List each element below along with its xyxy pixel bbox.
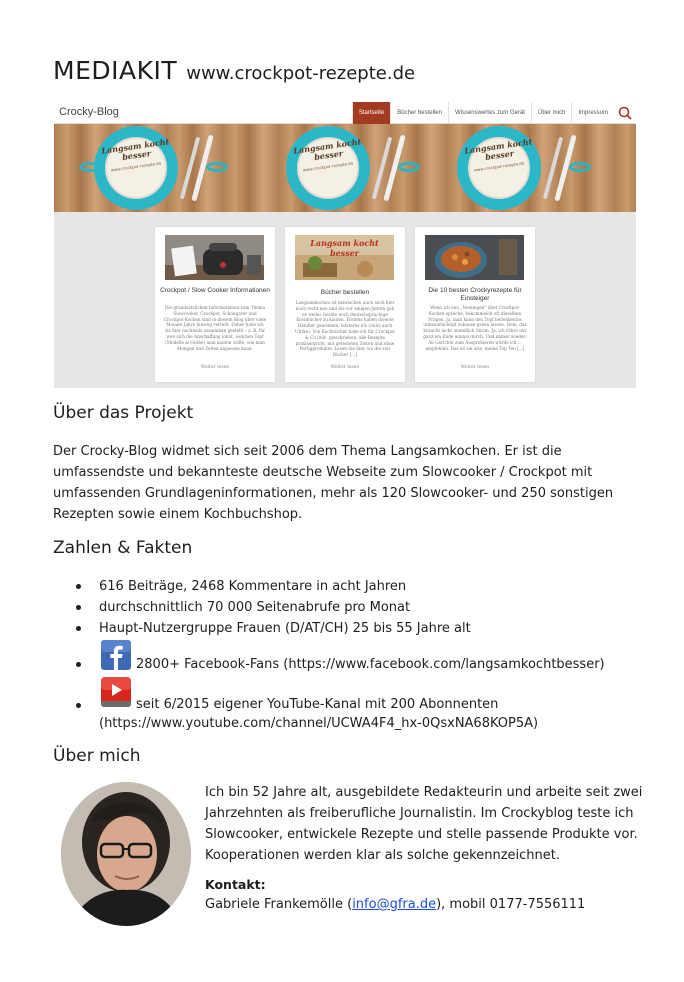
page-title (53, 56, 415, 85)
search-icon (617, 105, 633, 121)
contact-label: Kontakt: (205, 877, 266, 892)
contact-line (205, 894, 585, 915)
youtube-text: seit 6/2015 eigener YouTube-Kanal mit 200 Abonnenten (136, 697, 499, 712)
site-banner (54, 124, 636, 212)
plate-logo (286, 126, 370, 210)
fact-text: Haupt-Nutzergruppe Frauen (D/AT/CH) 25 bis 55 Jahre alt (99, 621, 471, 636)
facebook-icon[interactable] (101, 640, 131, 670)
ribbon-decoration (569, 162, 591, 172)
plate-title: Langsam kocht besser (100, 136, 170, 162)
plate-logo (457, 126, 541, 210)
section-heading-ueber-mich: Über mich (53, 746, 141, 766)
stew-photo (425, 235, 524, 280)
menu-item-ueber-mich: Über mich (531, 102, 571, 124)
mediakit-title: MEDIAKIT (53, 56, 178, 85)
author-photo (61, 782, 191, 926)
projekt-text: Der Crocky-Blog widmet sich seit 2006 dem Thema Langsamkochen. Er ist die umfassendste und bekannteste deutsche Webseite zum Slowcooker / Crockpot mit umfassenden Grundlageninformationen, mehr als 120 Slowcooker- und 250 sonstigen Rezepten sowie einem Kochbuchshop. (53, 444, 614, 522)
fact-text: 616 Beiträge, 2468 Kommentare in acht Jahren (99, 579, 407, 594)
card-text: Wenn ich neu „Neulingen" über Crockpot-Kochen spreche, bekommeich oft dieselben Fragen. Ja, man kann den Topf bedenkenlos unbeaufsichtigt zuhause gesen lassen. Nein, das braucht nicht unendlich Strom. Ja, ich rühre nur ganz am Ende einmal durch. Und immer wieder: Ab Gerichte zum Ausprobieren würde ich ... empfehlen. Das ist sie also, meine Top Ten [...] (423, 305, 527, 351)
plate-logo (94, 126, 178, 210)
plate-url: www.crockpot-rezepte.de (110, 160, 162, 173)
read-more-link: Weiter lesen (460, 365, 490, 370)
section-heading-fakten: Zahlen & Fakten (53, 538, 193, 558)
plate-title: Langsam kocht besser (292, 136, 362, 162)
card-text: Die grundsätzlichen Informationen zum Thema Slowcooker, Crockpot, Schongarer und Crockpot-Kochen sind in diesem Blog über viele Monate Jahre hinweg verteilt. Daher habe ich sie hier nochmals zusammen gestellt – z. B. für wen sich die Anschaffung lohnt, welchen Topf (Modelle & Größe) man kaufen sollte, wie man Mengen und Zeiten anpassen kann. (163, 305, 267, 351)
plate-title: Langsam kocht besser (463, 136, 533, 162)
website-url: www.crockpot-rezepte.de (186, 63, 416, 84)
menu-item-wissenswertes: Wissenswertes zum Gerät (448, 102, 531, 124)
email-link[interactable]: info@gfra.de (352, 897, 437, 912)
facebook-text: 2800+ Facebook-Fans (https://www.facebook.com/langsamkochtbesser) (136, 657, 605, 672)
read-more-link: Weiter lesen (330, 365, 360, 370)
content-card (415, 227, 535, 382)
site-menu (352, 102, 614, 124)
list-item (76, 576, 471, 597)
content-card (285, 227, 405, 382)
banner-text: Langsam kocht besser (310, 238, 379, 258)
facts-list (76, 576, 471, 639)
contact-phone: ), mobil 0177-7556111 (436, 897, 586, 912)
card-title: Crockpot / Slow Cooker Informationen (160, 287, 270, 294)
menu-item-buecher: Bücher bestellen (390, 102, 448, 124)
card-title: Bücher bestellen (320, 289, 370, 296)
site-logo: Crocky-Blog (59, 106, 119, 118)
youtube-icon[interactable] (101, 677, 131, 707)
fact-text: durchschnittlich 70 000 Seitenabrufe pro Monat (99, 600, 411, 615)
crockpot-photo (165, 235, 264, 280)
list-item (76, 597, 471, 618)
section-heading-projekt: Über das Projekt (53, 403, 194, 423)
menu-item-startseite: Startseite (352, 102, 390, 124)
plate-url: www.crockpot-rezepte.de (473, 160, 525, 173)
about-me-text: Ich bin 52 Jahre alt, ausgebildete Redakteurin und arbeite seit zwei Jahrzehnten als freiberufliche Journalistin. Im Crockyblog teste ich Slowcooker, entwickele Rezepte und stelle passende Produkte vor. Kooperationen werden klar als solche gekennzeichnet. (205, 785, 643, 863)
list-item (76, 618, 471, 639)
site-navbar (54, 102, 636, 124)
card-title: Die 10 besten Crockyrezepte für Einsteiger (428, 287, 522, 302)
content-card (155, 227, 275, 382)
website-screenshot (54, 102, 636, 388)
read-more-link: Weiter lesen (200, 365, 230, 370)
contact-name: Gabriele Frankemölle ( (205, 897, 353, 912)
ribbon-decoration (206, 162, 228, 172)
youtube-url: (https://www.youtube.com/channel/UCWA4F4_hx-0QsxNA68KOP5A) (99, 716, 539, 731)
card-text: Langsamkochen ist inzwischen auch auch hier noch recht neu und bis vor einigen Jahren gab es weder Geräte noch deutschsprachige Kochbücher zu kaufen. Erstens haben diverse Händler gewonnen, letzteres ich (teils) auch Ulrike). Von Kochbücher habe ich für Crockpot & Co (mit- )geschrieben, alle Rezepte praxiserprobt, mit getesteten Zeiten und ohne Fertigprodukte. Lesen Sie hier, wo die vier Bücher [...] (295, 300, 395, 358)
menu-item-impressum: Impressum (571, 102, 614, 124)
ribbon-decoration (398, 162, 420, 172)
plate-url: www.crockpot-rezepte.de (302, 160, 354, 173)
